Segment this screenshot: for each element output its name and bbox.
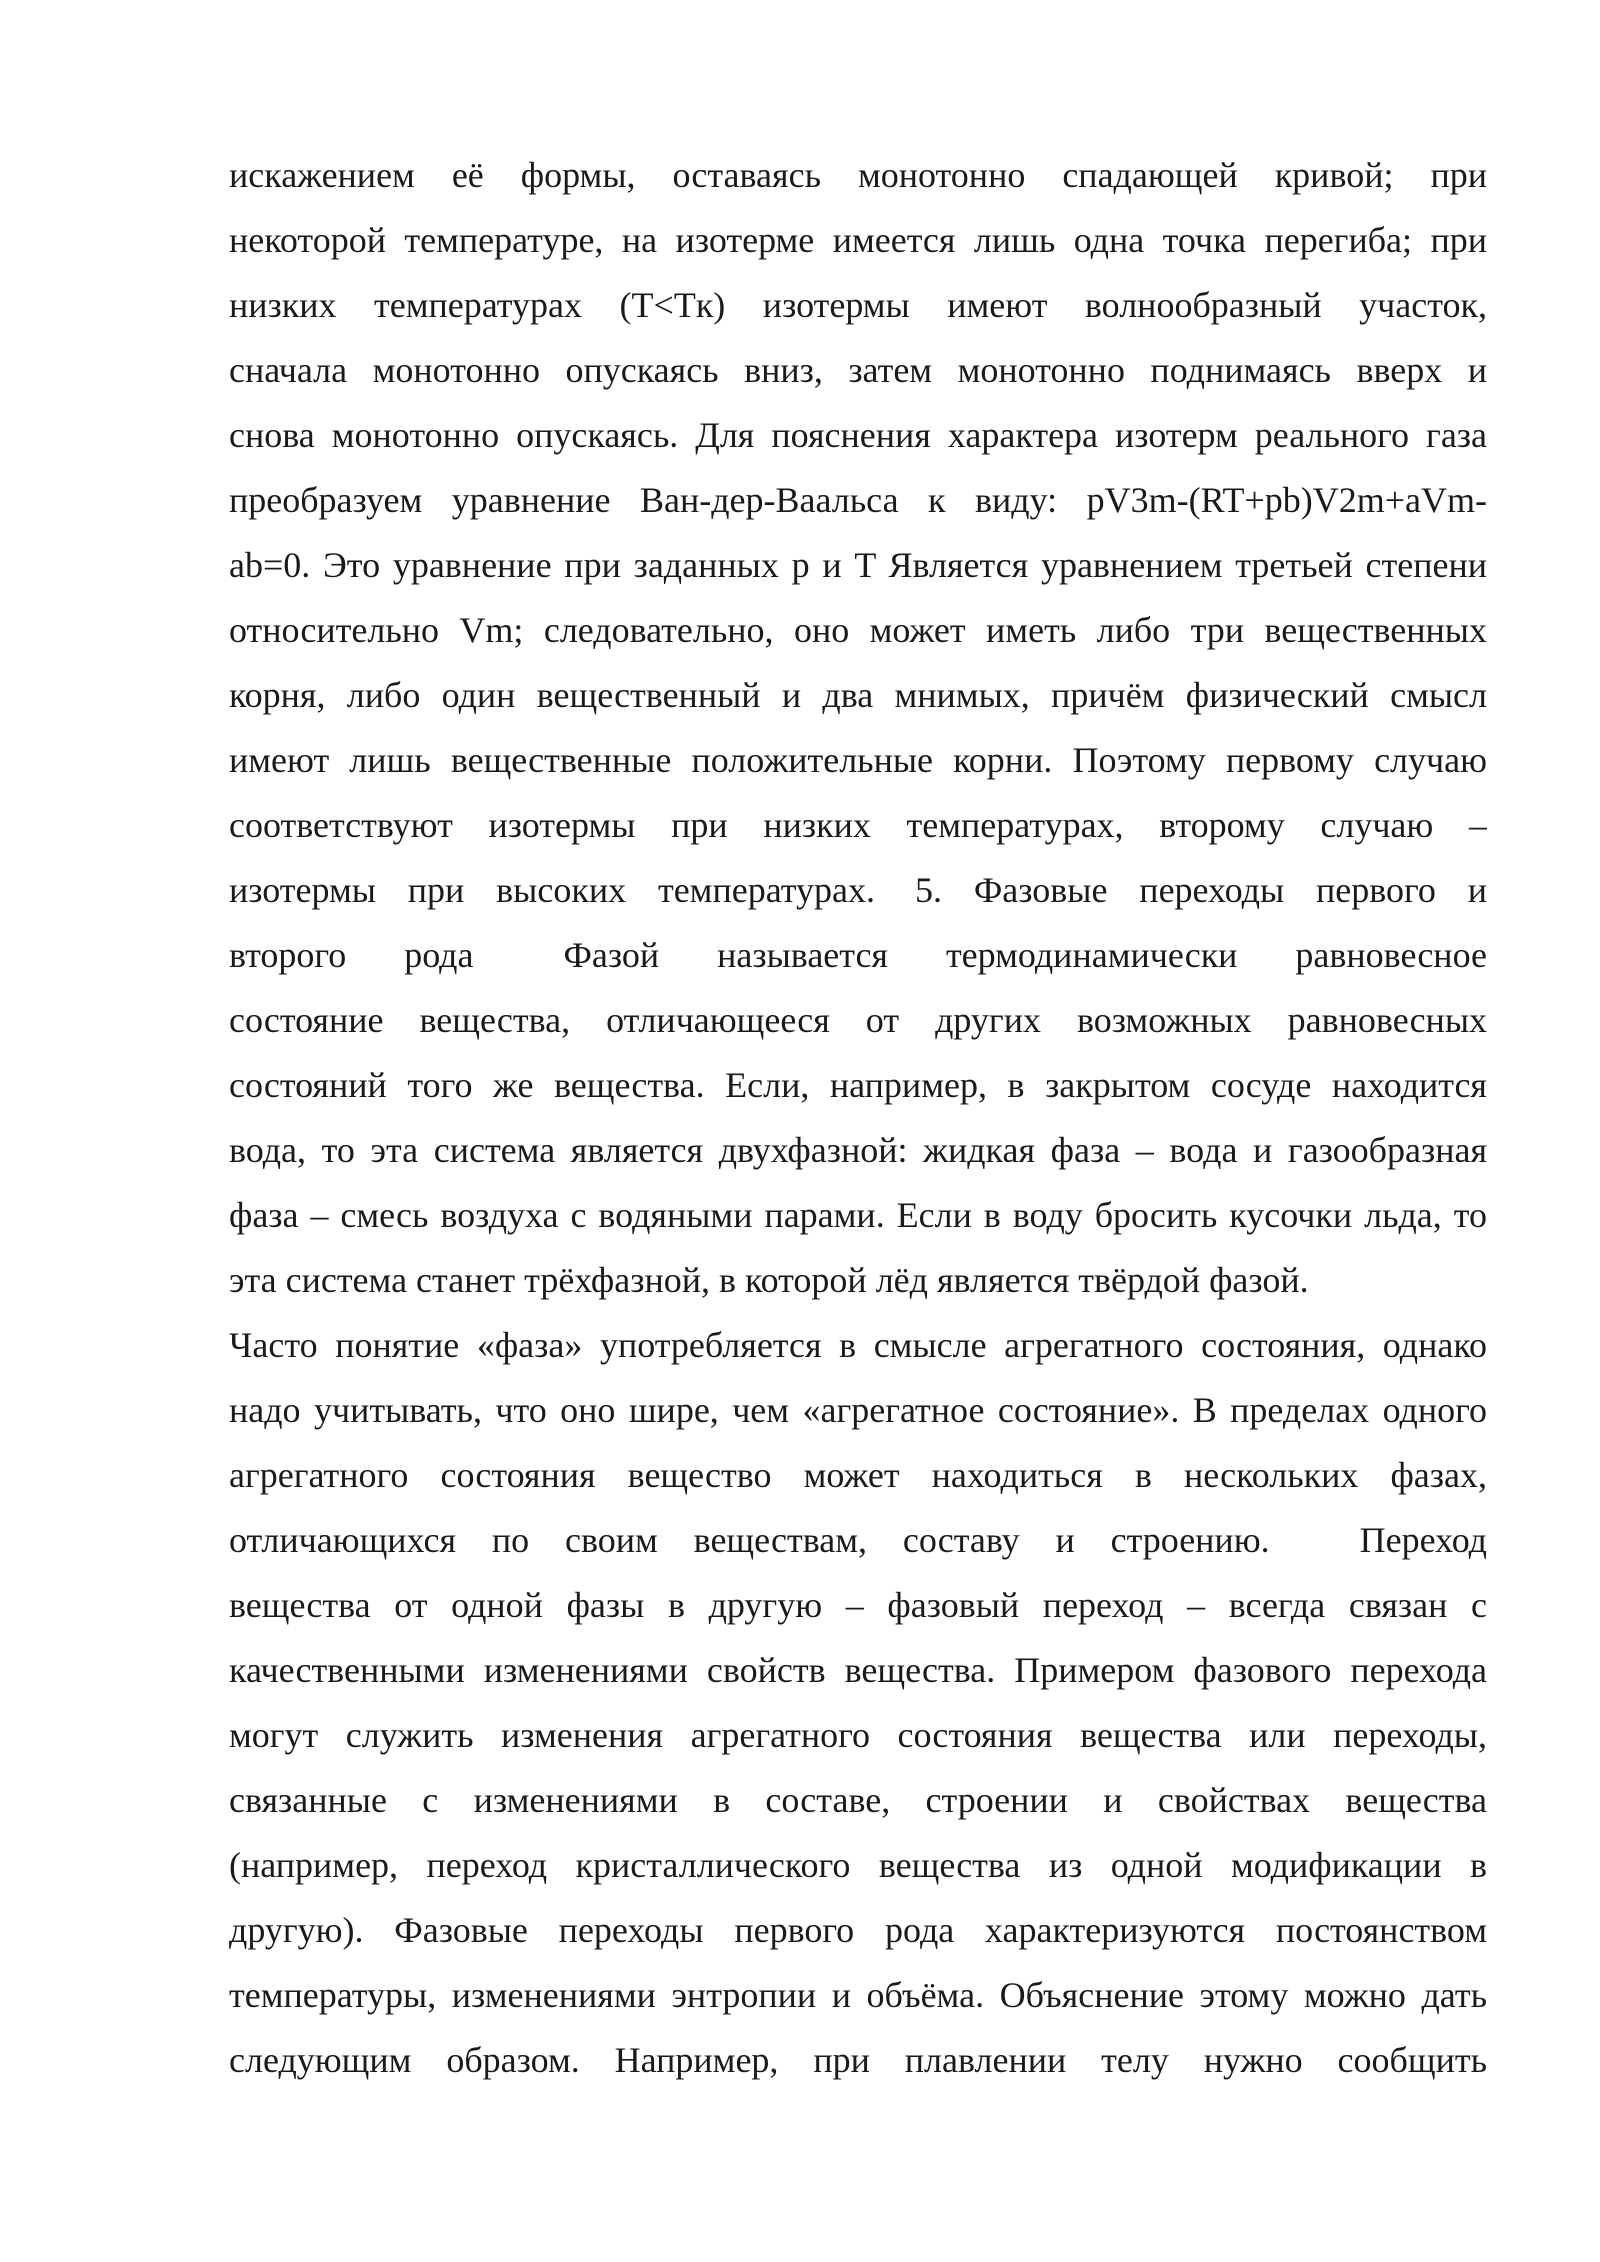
text-segment: отличающихся по своим веществам, составу и строению. bbox=[229, 1520, 1270, 1560]
text-line: качественными изменениями свойств вещества. Примером фазового перехода bbox=[229, 1650, 1487, 1690]
text-line: соответствуют изотермы при низких температурах, второму случаю – bbox=[229, 805, 1487, 845]
text-line: надо учитывать, что оно шире, чем «агрегатное состояние». В пределах одного bbox=[229, 1390, 1487, 1430]
section-heading-part: 5. Фазовые переходы первого и bbox=[914, 870, 1487, 910]
body-text bbox=[229, 150, 1487, 2100]
text-line: температуры, изменениями энтропии и объёма. Объяснение этому можно дать bbox=[229, 1975, 1487, 2015]
text-line: низких температурах (T<Tк) изотермы имеют волнообразный участок, bbox=[229, 285, 1487, 325]
text-line: корня, либо один вещественный и два мнимых, причём физический смысл bbox=[229, 675, 1487, 715]
text-line-with-heading bbox=[229, 930, 1487, 995]
text-line bbox=[229, 1515, 1487, 1580]
text-line: относительно Vm; следовательно, оно может иметь либо три вещественных bbox=[229, 610, 1487, 650]
text-segment: Фазой называется термодинамически равновесное bbox=[563, 935, 1487, 975]
text-line: вещества от одной фазы в другую – фазовый переход – всегда связан с bbox=[229, 1585, 1487, 1625]
text-line-with-heading bbox=[229, 865, 1487, 930]
section-heading-part: второго рода bbox=[229, 935, 474, 975]
text-segment: изотермы при высоких температурах. bbox=[229, 870, 875, 910]
text-line: эта система станет трёхфазной, в которой лёд является твёрдой фазой. bbox=[229, 1260, 1309, 1300]
text-line: преобразуем уравнение Ван-дер-Ваальса к виду: pV3m-(RT+pb)V2m+aVm- bbox=[229, 480, 1487, 520]
text-line: ab=0. Это уравнение при заданных p и T Является уравнением третьей степени bbox=[229, 545, 1487, 585]
text-segment: Переход bbox=[1359, 1520, 1487, 1560]
text-line: (например, переход кристаллического вещества из одной модификации в bbox=[229, 1845, 1487, 1885]
text-line: другую). Фазовые переходы первого рода характеризуются постоянством bbox=[229, 1910, 1487, 1950]
text-line: состояний того же вещества. Если, например, в закрытом сосуде находится bbox=[229, 1065, 1487, 1105]
text-line: фаза – смесь воздуха с водяными парами. Если в воду бросить кусочки льда, то bbox=[229, 1195, 1487, 1235]
text-line: некоторой температуре, на изотерме имеется лишь одна точка перегиба; при bbox=[229, 220, 1487, 260]
text-line: имеют лишь вещественные положительные корни. Поэтому первому случаю bbox=[229, 740, 1487, 780]
text-line: следующим образом. Например, при плавлении телу нужно сообщить bbox=[229, 2040, 1487, 2080]
text-line: связанные с изменениями в составе, строении и свойствах вещества bbox=[229, 1780, 1487, 1820]
text-line: состояние вещества, отличающееся от других возможных равновесных bbox=[229, 1000, 1487, 1040]
text-line: могут служить изменения агрегатного состояния вещества или переходы, bbox=[229, 1715, 1487, 1755]
text-line: агрегатного состояния вещество может находиться в нескольких фазах, bbox=[229, 1455, 1487, 1495]
text-line: искажением её формы, оставаясь монотонно спадающей кривой; при bbox=[229, 155, 1487, 195]
text-line: Часто понятие «фаза» употребляется в смысле агрегатного состояния, однако bbox=[229, 1325, 1487, 1365]
text-line: сначала монотонно опускаясь вниз, затем монотонно поднимаясь вверх и bbox=[229, 350, 1487, 390]
text-line: вода, то эта система является двухфазной: жидкая фаза – вода и газообразная bbox=[229, 1130, 1487, 1170]
text-line: снова монотонно опускаясь. Для пояснения характера изотерм реального газа bbox=[229, 415, 1487, 455]
